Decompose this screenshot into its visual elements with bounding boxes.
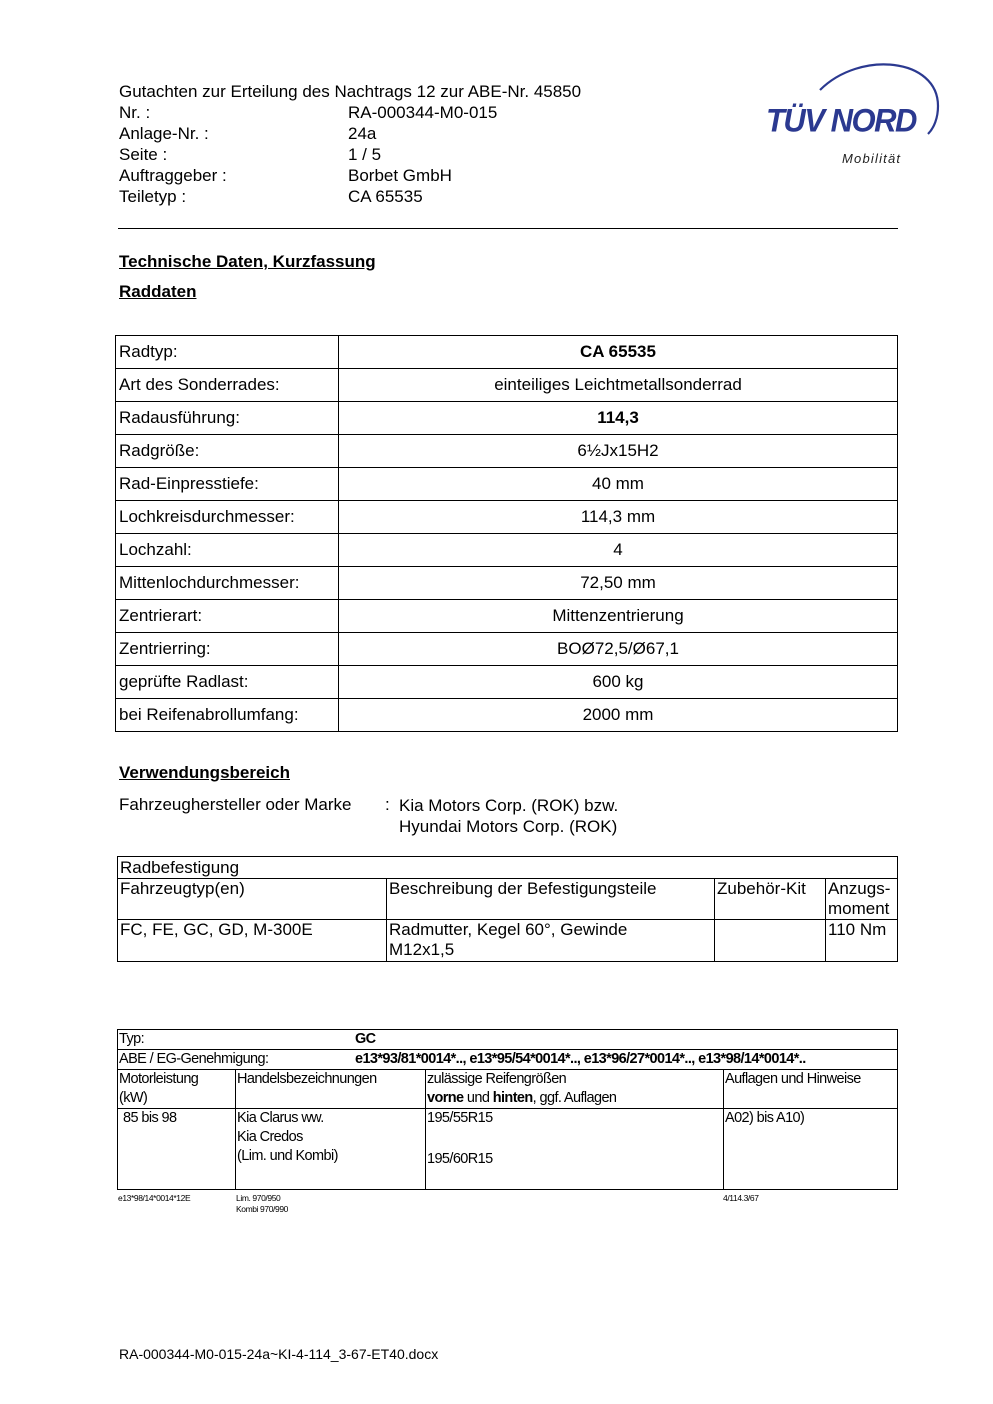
header-line: Anzugs- bbox=[828, 879, 891, 898]
cell-line: Kia Clarus ww. bbox=[237, 1110, 324, 1126]
typ-value: GC bbox=[355, 1031, 376, 1047]
header-line: moment bbox=[828, 899, 890, 918]
row-label: Art des Sonderrades: bbox=[116, 369, 339, 402]
header-beschreibung: Beschreibung der Befestigungsteile bbox=[387, 879, 715, 920]
table-row bbox=[116, 369, 898, 402]
header-reifengroessen bbox=[426, 1070, 724, 1109]
table-row bbox=[118, 857, 898, 879]
header-value: CA 65535 bbox=[348, 187, 423, 206]
manufacturer-value bbox=[399, 795, 618, 837]
table-title: Radbefestigung bbox=[118, 857, 898, 879]
footer-filename: RA-000344-M0-015-24a~KI-4-114_3-67-ET40.docx bbox=[119, 1346, 439, 1362]
header-line: (kW) bbox=[119, 1090, 148, 1106]
logo-wordmark: TÜV NORD bbox=[766, 102, 916, 139]
row-value: 114,3 bbox=[339, 402, 898, 435]
header-divider bbox=[118, 228, 898, 229]
header-label: Nr. : bbox=[119, 103, 151, 122]
cell-zubehoer bbox=[715, 920, 826, 962]
header-value: Borbet GmbH bbox=[348, 166, 452, 185]
cell-spacer bbox=[427, 1128, 722, 1150]
row-label: Rad-Einpresstiefe: bbox=[116, 468, 339, 501]
table-row bbox=[116, 435, 898, 468]
table-row bbox=[118, 1030, 898, 1050]
header-line bbox=[427, 1089, 722, 1108]
cell-line: (Lim. und Kombi) bbox=[237, 1148, 338, 1164]
typ-row bbox=[118, 1030, 898, 1050]
cell-handelsbezeichnungen bbox=[236, 1109, 426, 1190]
row-value: 72,50 mm bbox=[339, 567, 898, 600]
header-anzugsmoment bbox=[826, 879, 898, 920]
abe-label: ABE / EG-Genehmigung: bbox=[119, 1051, 269, 1067]
row-label: bei Reifenabrollumfang: bbox=[116, 699, 339, 732]
table-row bbox=[116, 633, 898, 666]
row-label: Radausführung: bbox=[116, 402, 339, 435]
header-auflagen: Auflagen und Hinweise bbox=[724, 1070, 898, 1109]
table-header-row bbox=[118, 1070, 898, 1109]
header-value: RA-000344-M0-015 bbox=[348, 103, 498, 122]
header-line: zulässige Reifengrößen bbox=[427, 1071, 567, 1087]
cell-line: 195/55R15 bbox=[427, 1110, 493, 1126]
typ-label: Typ: bbox=[119, 1031, 144, 1047]
cell-line: Kia Credos bbox=[237, 1129, 303, 1145]
header-handelsbezeichnungen: Handelsbezeichnungen bbox=[236, 1070, 426, 1109]
header-value: 1 / 5 bbox=[348, 145, 382, 164]
manufacturer-colon: : bbox=[385, 795, 390, 814]
table-row bbox=[116, 468, 898, 501]
abe-row bbox=[118, 1050, 898, 1070]
row-value: CA 65535 bbox=[339, 336, 898, 369]
cell-auflagen: A02) bis A10) bbox=[724, 1109, 898, 1190]
report-title: Gutachten zur Erteilung des Nachtrags 12 zur ABE-Nr. 45850 bbox=[119, 82, 582, 101]
header-value: 24a bbox=[348, 124, 377, 143]
manufacturer-line: Hyundai Motors Corp. (ROK) bbox=[399, 817, 618, 836]
header-motorleistung bbox=[118, 1070, 236, 1109]
row-value: Mittenzentrierung bbox=[339, 600, 898, 633]
row-value: 114,3 mm bbox=[339, 501, 898, 534]
table-row bbox=[116, 501, 898, 534]
cell-line: 195/60R15 bbox=[427, 1151, 493, 1167]
cell-line: M12x1,5 bbox=[389, 940, 455, 959]
abe-value: e13*93/81*0014*.., e13*95/54*0014*.., e13*96/27*0014*.., e13*98/14*0014*.. bbox=[355, 1051, 806, 1067]
typ-table bbox=[117, 1029, 898, 1190]
header-hinten: hinten bbox=[492, 1090, 533, 1106]
table-header-row bbox=[118, 879, 898, 920]
row-value: 6½Jx15H2 bbox=[339, 435, 898, 468]
note-code: 4/114.3/67 bbox=[723, 1193, 759, 1203]
table-row bbox=[116, 336, 898, 369]
cell-line: Radmutter, Kegel 60°, Gewinde bbox=[389, 920, 628, 939]
manufacturer-line: Kia Motors Corp. (ROK) bzw. bbox=[399, 796, 619, 815]
row-label: Mittenlochdurchmesser: bbox=[116, 567, 339, 600]
section-technische-daten: Technische Daten, Kurzfassung bbox=[119, 252, 376, 271]
radbefestigung-table bbox=[117, 856, 898, 962]
header-vorne: vorne bbox=[427, 1090, 464, 1106]
table-row bbox=[116, 567, 898, 600]
row-label: geprüfte Radlast: bbox=[116, 666, 339, 699]
row-value: BOØ72,5/Ø67,1 bbox=[339, 633, 898, 666]
table-row bbox=[118, 1109, 898, 1190]
cell-reifengroessen bbox=[426, 1109, 724, 1190]
header-label: Anlage-Nr. : bbox=[119, 124, 209, 143]
cell-beschreibung bbox=[387, 920, 715, 962]
note-kombi: Kombi 970/990 bbox=[236, 1204, 288, 1214]
note-abe-code: e13*98/14*0014*12E bbox=[118, 1193, 191, 1203]
header-und: und bbox=[463, 1090, 493, 1106]
row-value: 4 bbox=[339, 534, 898, 567]
cell-moment: 110 Nm bbox=[826, 920, 898, 962]
header-line: Motorleistung bbox=[119, 1071, 199, 1087]
row-label: Zentrierart: bbox=[116, 600, 339, 633]
row-label: Radtyp: bbox=[116, 336, 339, 369]
manufacturer-label: Fahrzeughersteller oder Marke bbox=[119, 795, 352, 814]
cell-fahrzeugtypen: FC, FE, GC, GD, M-300E bbox=[118, 920, 387, 962]
row-value: 600 kg bbox=[339, 666, 898, 699]
table-row bbox=[118, 920, 898, 962]
section-raddaten: Raddaten bbox=[119, 282, 197, 301]
header-label: Teiletyp : bbox=[119, 187, 187, 206]
section-verwendungsbereich: Verwendungsbereich bbox=[119, 763, 290, 782]
header-fahrzeugtyp: Fahrzeugtyp(en) bbox=[118, 879, 387, 920]
row-value: einteiliges Leichtmetallsonderrad bbox=[339, 369, 898, 402]
header-label: Seite : bbox=[119, 145, 168, 164]
note-lim: Lim. 970/950 bbox=[236, 1193, 281, 1203]
logo-subtitle: Mobilität bbox=[842, 151, 902, 166]
table-row bbox=[116, 666, 898, 699]
cell-motorleistung: 85 bis 98 bbox=[118, 1109, 236, 1190]
table-row bbox=[116, 402, 898, 435]
row-value: 2000 mm bbox=[339, 699, 898, 732]
header-zubehoer: Zubehör-Kit bbox=[715, 879, 826, 920]
table-row bbox=[116, 600, 898, 633]
row-label: Radgröße: bbox=[116, 435, 339, 468]
row-value: 40 mm bbox=[339, 468, 898, 501]
table-row bbox=[116, 699, 898, 732]
table-row bbox=[116, 534, 898, 567]
header-auflagen-suffix: , ggf. Auflagen bbox=[532, 1090, 617, 1106]
row-label: Lochkreisdurchmesser: bbox=[116, 501, 339, 534]
raddaten-table bbox=[115, 335, 898, 732]
row-label: Lochzahl: bbox=[116, 534, 339, 567]
row-label: Zentrierring: bbox=[116, 633, 339, 666]
header-label: Auftraggeber : bbox=[119, 166, 227, 185]
table-row bbox=[118, 1050, 898, 1070]
